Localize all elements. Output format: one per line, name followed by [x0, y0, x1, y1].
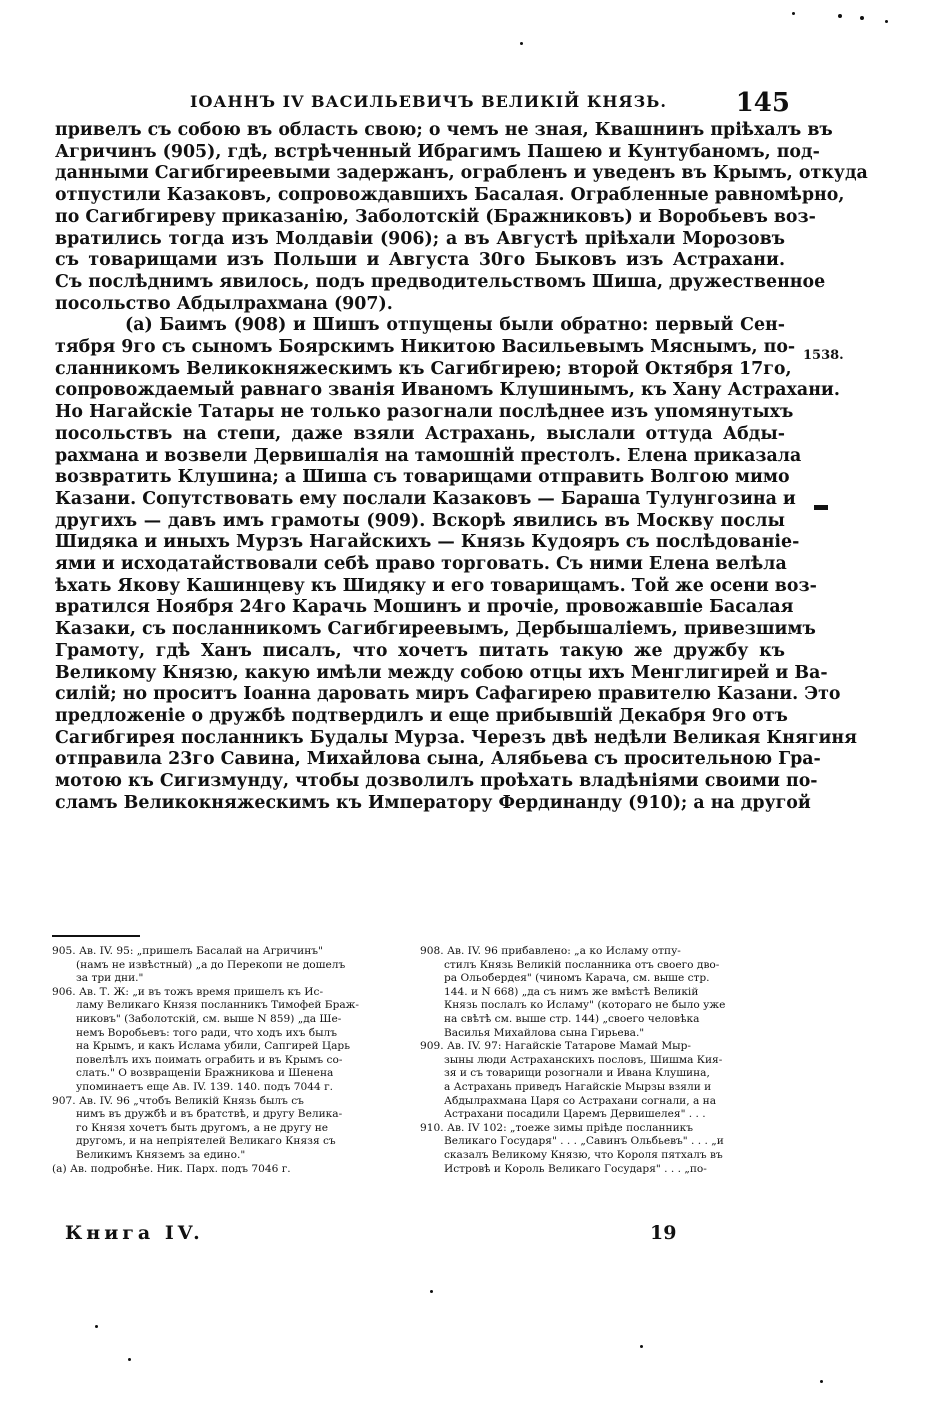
footnote-line: 907. Ав. IV. 96 „чтобъ Великій Князь былъ съ — [52, 1094, 304, 1107]
footnote-line: сказалъ Великому Князю, что Короля пятхалъ въ — [444, 1148, 723, 1161]
scan-speck — [838, 14, 842, 18]
footnote-line: другомъ, и на непріятелей Великаго Князя съ — [76, 1135, 336, 1148]
margin-mark — [814, 505, 828, 510]
footnote-line: зыны люди Астраханскихъ пословъ, Шишма Кия- — [444, 1053, 723, 1066]
footnote-line: зя и съ товарищи розогнали и Ивана Клушина, — [444, 1067, 710, 1080]
text-line: ѣхать Якову Кашинцеву къ Шидяку и его товарищамъ. Той же осени воз- — [55, 575, 817, 596]
footnote-line: Астрахани посадили Царемъ Дервишелея" . . . — [444, 1108, 706, 1121]
footnote-line: повелѣлъ ихъ поимать ограбить и въ Крымъ со- — [76, 1053, 343, 1066]
footnote-line: Василья Михайлова сына Гирьева." — [444, 1026, 645, 1039]
text-line: ями и исходатайствовали себѣ право торговать. Съ ними Елена велѣла — [55, 554, 787, 575]
footnote-line: а Астрахань приведъ Нагайскіе Мырзы взяли и — [444, 1080, 712, 1093]
text-line: Грамоту, гдѣ Ханъ писалъ, что хочетъ питать такую же дружбу къ — [55, 640, 785, 661]
footnote-line: слать." О возвращеніи Бражникова и Шенена — [76, 1067, 334, 1080]
text-line: Казаки, съ посланникомъ Сагибгиреевымъ, Дербышаліемъ, привезшимъ — [55, 619, 816, 640]
scan-speck — [128, 1358, 131, 1361]
text-line: Шидяка и иныхъ Мурзъ Нагайскихъ — Князь Кудояръ съ послѣдованіе- — [55, 532, 800, 553]
footnote-line: Истровѣ и Король Великаго Государя" . . . „по- — [444, 1162, 707, 1175]
scan-speck — [860, 16, 864, 20]
running-title: ІОАННЪ IV ВАСИЛЬЕВИЧЪ ВЕЛИКІЙ КНЯЗЬ. — [190, 92, 667, 111]
text-line: рахмана и возвели Дервишалія на тамошній престолъ. Елена приказала — [55, 445, 802, 466]
footnote-line: Великаго Государя" . . . „Савинъ Ольбьевъ" . . . „и — [444, 1135, 724, 1148]
text-line: Сагибгирея посланникъ Будалы Мурза. Черезъ двѣ недѣли Великая Княгиня — [55, 727, 857, 748]
footnote-line: Абдылрахмана Царя со Астрахани согнали, а на — [444, 1094, 717, 1107]
footnote-line: 908. Ав. IV. 96 прибавлено: „а ко Исламу отпу- — [420, 945, 681, 957]
text-line: вратились тогда изъ Молдавіи (906); а въ Августѣ пріѣхали Морозовъ — [55, 228, 785, 249]
footnote-line: за три дни." — [76, 972, 144, 985]
scan-speck — [430, 1290, 433, 1293]
footnote-line: 910. Ав. IV 102: „тоеже зимы пріѣде посланникъ — [420, 1121, 694, 1134]
scan-speck — [640, 1345, 643, 1348]
text-line: сланникомъ Великокняжескимъ къ Сагибгирею; второй Октября 17го, — [55, 358, 792, 379]
footnote-line: никовъ" (Заболотскій, см. выше N 859) „да Ше- — [76, 1012, 342, 1025]
text-line: мотою къ Сигизмунду, чтобы дозволилъ проѣхать владѣніями своими по- — [55, 771, 818, 792]
text-line: предложеніе о дружбѣ подтвердилъ и еще прибывшій Декабря 9го отъ — [55, 705, 788, 726]
page-header — [190, 88, 790, 118]
footnote-line: Князь послалъ ко Исламу" (котораго не было уже — [444, 999, 726, 1012]
margin-year-note: 1538. — [803, 348, 844, 363]
footnote-line: (намъ не извѣстный) „а до Перекопи не дошелъ — [76, 958, 346, 971]
scan-speck — [820, 1380, 823, 1383]
text-line: возвратить Клушина; а Шиша съ товарищами отправить Волгою мимо — [55, 467, 790, 488]
footnote-line: 144. и N 668) „да съ нимъ же вмѣстѣ Великій — [444, 985, 699, 998]
scan-speck — [520, 42, 523, 45]
text-line: другихъ — давъ имъ грамоты (909). Вскорѣ явились въ Москву послы — [55, 510, 785, 531]
footnote-line: на свѣтѣ см. выше стр. 144) „своего человѣка — [444, 1012, 700, 1025]
text-line: вратился Ноября 24го Карачь Мошинъ и прочіе, провожавшіе Басалая — [55, 597, 794, 618]
footnote-line: упоминаетъ еще Ав. IV. 139. 140. подъ 7044 г. — [76, 1080, 334, 1093]
text-line: силій; но проситъ Іоанна даровать миръ Сафагирею правителю Казани. Это — [55, 684, 841, 705]
text-line: отпустили Казаковъ, сопровождавшихъ Басалая. Ограбленные равномѣрно, — [55, 185, 845, 206]
footnote-line: ра Ольобердея" (чиномъ Карача, см. выше стр. — [444, 972, 710, 985]
scan-speck — [95, 1325, 98, 1328]
footnote-line: 906. Ав. Т. Ж: „и въ тожъ время пришелъ къ Ис- — [52, 985, 324, 998]
signature-mark: 19 — [650, 1222, 677, 1244]
text-line: Съ послѣднимъ явилось, подъ предводительствомъ Шиша, дружественное — [55, 271, 826, 292]
text-line: сопровождаемый равнаго званія Иваномъ Клушинымъ, къ Хану Астрахани. — [55, 380, 840, 401]
footnotes-right-column — [420, 945, 785, 1176]
text-line: посольствъ на степи, даже взяли Астрахань, выслали оттуда Абды- — [55, 423, 785, 444]
text-line: Агричинъ (905), гдѣ, встрѣченный Ибрагимъ Пашею и Кунтубаномъ, под- — [55, 141, 820, 162]
footnote-line: стилъ Князь Великій посланника отъ своего дво- — [444, 958, 720, 971]
footnote-line: немъ Воробьевъ: того ради, что ходъ ихъ былъ — [76, 1026, 338, 1039]
text-line: сламъ Великокняжескимъ къ Императору Фердинанду (910); а на другой — [55, 792, 811, 813]
text-line: Но Нагайскіе Татары не только разогнали послѣднее изъ упомянутыхъ — [55, 402, 794, 423]
text-line: Великому Князю, какую имѣли между собою отцы ихъ Менглигирей и Ва- — [55, 662, 828, 683]
footnote-line: Великимъ Княземъ за едино." — [76, 1148, 246, 1161]
text-line: тября 9го съ сыномъ Боярскимъ Никитою Васильевымъ Мяснымъ, по- — [55, 337, 796, 358]
footnote-divider — [52, 935, 140, 937]
text-line: Казани. Сопутствовать ему послали Казаковъ — Бараша Тулунгозина и — [55, 488, 796, 509]
text-line: отправила 23го Савина, Михайлова сына, Алябьева съ просительною Гра- — [55, 749, 821, 770]
footnotes-left-column — [52, 945, 417, 1176]
text-line: посольство Абдылрахмана (907). — [55, 293, 393, 314]
text-line: привелъ съ собою въ область свою; о чемъ не зная, Квашнинъ пріѣхалъ въ — [55, 120, 833, 140]
footnote-line: го Князя хочетъ быть другомъ, а не другу не — [76, 1121, 329, 1134]
footnote-line: 909. Ав. IV. 97: Нагайскіе Татарове Мамай Мыр- — [420, 1040, 691, 1053]
footnote-line: 905. Ав. IV. 95: „пришелъ Басалай на Агричинъ" — [52, 945, 323, 957]
page-number: 145 — [735, 88, 790, 118]
footnote-line: ламу Великаго Князя посланникъ Тимофей Браж- — [76, 999, 360, 1012]
text-line: по Сагибгиреву приказанію, Заболотскій (Бражниковъ) и Воробьевъ воз- — [55, 206, 816, 227]
footnote-line: нимъ въ дружбѣ и въ братствѣ, и другу Велика- — [76, 1108, 343, 1121]
footnote-line: (а) Ав. подробнѣе. Ник. Парх. подъ 7046 г. — [52, 1162, 291, 1175]
scan-speck — [792, 12, 795, 15]
text-line: данными Сагибгиреевыми задержанъ, ограбленъ и уведенъ въ Крымъ, откуда — [55, 163, 868, 184]
footnote-line: на Крымъ, и какъ Ислама убили, Сапгирей Царь — [76, 1040, 350, 1053]
scan-speck — [885, 20, 888, 23]
book-label: Книга IV. — [65, 1222, 204, 1244]
text-line: (а) Баимъ (908) и Шишъ отпущены были обратно: первый Сен- — [125, 315, 785, 336]
text-line: съ товарищами изъ Польши и Августа 30го Быковъ изъ Астрахани. — [55, 250, 785, 271]
